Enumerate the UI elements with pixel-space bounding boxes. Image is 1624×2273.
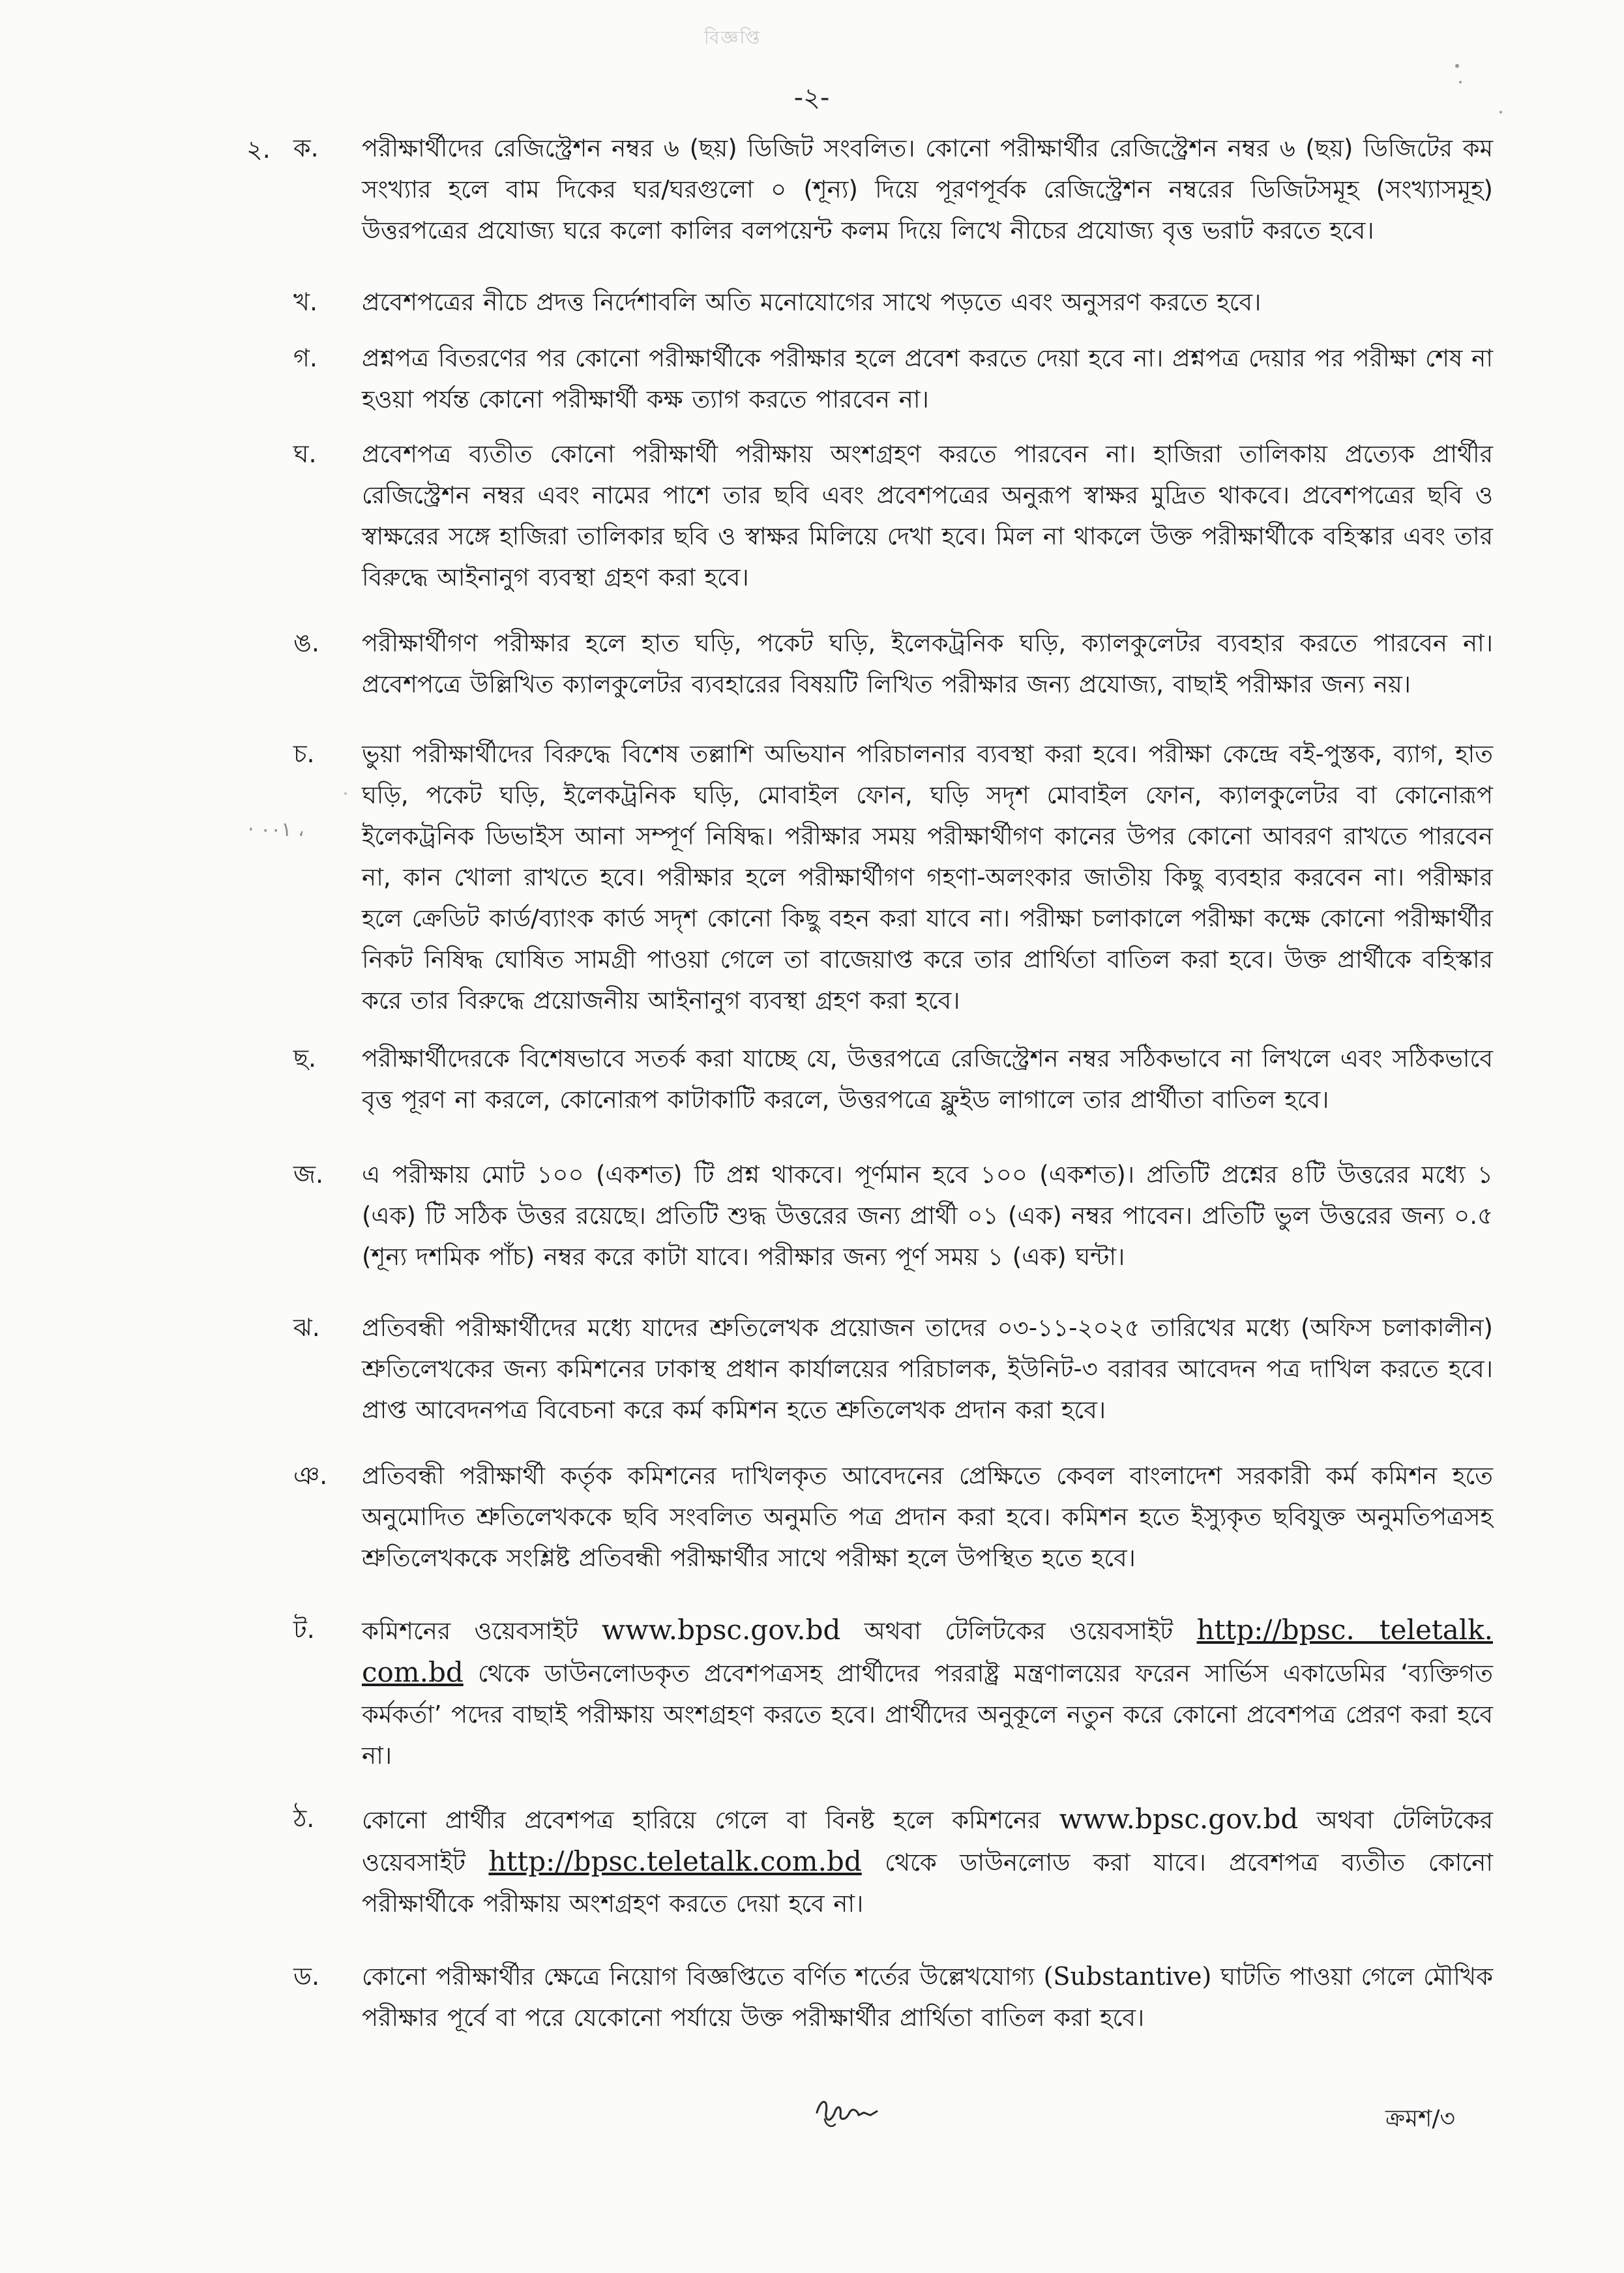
item-label: ড. — [293, 1962, 320, 1991]
instruction-item — [293, 623, 1493, 705]
item-label: ক. — [293, 134, 319, 162]
instruction-item — [293, 1798, 1493, 1924]
instruction-item — [293, 1154, 1493, 1277]
item-label: খ. — [293, 288, 318, 316]
item-text: প্রশ্নপত্র বিতরণের পর কোনো পরীক্ষার্থীকে পরীক্ষার হলে প্রবেশ করতে দেয়া হবে না। প্রশ্নপত্র দেয়ার পর পরীক্ষা শেষ না হওয়া পর্যন্ত কোনো পরীক্ষার্থী কক্ষ ত্যাগ করতে পারবেন না। — [362, 344, 1493, 413]
item-label: ঝ. — [293, 1313, 320, 1342]
item-text: প্রবেশপত্র ব্যতীত কোনো পরীক্ষার্থী পরীক্ষায় অংশগ্রহণ করতে পারবেন না। হাজিরা তালিকায় প্রত্যেক প্রার্থীর রেজিস্ট্রেশন নম্বর এবং নামের পাশে তার ছবি এবং প্রবেশপত্রের অনুরূপ স্বাক্ষর মুদ্রিত থাকবে। প্রবেশপত্রের ছবি ও স্বাক্ষরের সঙ্গে হাজিরা তালিকার ছবি ও স্বাক্ষর মিলিয়ে দেখা হবে। মিল না থাকলে উক্ত পরীক্ষার্থীকে বহিস্কার এবং তার বিরুদ্ধে আইনানুগ ব্যবস্থা গ্রহণ করা হবে। — [362, 440, 1493, 591]
item-text: প্রতিবন্ধী পরীক্ষার্থী কর্তৃক কমিশনের দাখিলকৃত আবেদনের প্রেক্ষিতে কেবল বাংলাদেশ সরকারী কর্ম কমিশন হতে অনুমোদিত শ্রুতিলেখককে ছবি সংবলিত অনুমতি পত্র প্রদান করা হবে। কমিশন হতে ইস্যুকৃত ছবিযুক্ত অনুমতিপত্রসহ শ্রুতিলেখককে সংশ্লিষ্ট প্রতিবন্ধী পরীক্ষার্থীর সাথে পরীক্ষা হলে উপস্থিত হতে হবে। — [362, 1462, 1493, 1572]
item-label: চ. — [293, 739, 315, 768]
instruction-item — [293, 1038, 1493, 1120]
instruction-item — [293, 434, 1493, 598]
margin-scribble: · ۰۰۱ ، — [248, 818, 304, 841]
text-run: থেকে ডাউনলোড করা যাবে। প্রবেশপত্র ব্যতীত কোনো পরীক্ষার্থীকে পরীক্ষায় অংশগ্রহণ করতে দেয়া হবে না। — [362, 1849, 1493, 1918]
item-text: প্রবেশপত্রের নীচে প্রদত্ত নির্দেশাবলি অতি মনোযোগের সাথে পড়তে এবং অনুসরণ করতে হবে। — [362, 288, 1262, 316]
instruction-item — [293, 282, 1493, 323]
item-text — [362, 1798, 1493, 1924]
item-label: ঞ. — [293, 1461, 328, 1490]
text-run: কোনো প্রার্থীর প্রবেশপত্র হারিয়ে গেলে বা বিনষ্ট হলে কমিশনের — [362, 1806, 1059, 1834]
item-text: পরীক্ষার্থীগণ পরীক্ষার হলে হাত ঘড়ি, পকেট ঘড়ি, ইলেকট্রনিক ঘড়ি, ক্যালকুলেটর ব্যবহার করতে পারবেন না। প্রবেশপত্রে উল্লিখিত ক্যালকুলেটর ব্যবহারের বিষয়টি লিখিত পরীক্ষার জন্য প্রযোজ্য, বাছাই পরীক্ষার জন্য নয়। — [362, 629, 1493, 698]
item-label: ছ. — [293, 1044, 317, 1073]
substantive-term: (Substantive) — [1043, 1962, 1212, 1991]
instruction-item — [293, 1307, 1493, 1431]
instruction-item — [293, 734, 1493, 1021]
text-run: অথবা টেলিটকের ওয়েবসাইট — [362, 1806, 1493, 1877]
website-link[interactable]: www.bpsc.gov.bd — [1059, 1803, 1299, 1835]
scan-speck — [1455, 64, 1459, 68]
item-text — [362, 1956, 1493, 2038]
text-run: ঘাটতি পাওয়া গেলে মৌখিক পরীক্ষার পূর্বে বা পরে যেকোনো পর্যায়ে উক্ত পরীক্ষার্থীর প্রার্থিতা বাতিল করা হবে। — [362, 1963, 1493, 2032]
item-text: ভুয়া পরীক্ষার্থীদের বিরুদ্ধে বিশেষ তল্লাশি অভিযান পরিচালনার ব্যবস্থা করা হবে। পরীক্ষা কেন্দ্রে বই-পুস্তক, ব্যাগ, হাত ঘড়ি, পকেট ঘড়ি, ইলেকট্রনিক ঘড়ি, মোবাইল ফোন, ঘড়ি সদৃশ মোবাইল ফোন, ক্যালকুলেটর বা কোনোরূপ ইলেকট্রনিক ডিভাইস আনা সম্পূর্ণ নিষিদ্ধ। পরীক্ষার সময় পরীক্ষার্থীগণ কানের উপর কোনো আবরণ রাখতে পারবেন না, কান খোলা রাখতে হবে। পরীক্ষার হলে পরীক্ষার্থীগণ গহণা-অলংকার জাতীয় কিছু ব্যবহার করবেন না। পরীক্ষার হলে ক্রেডিট কার্ড/ব্যাংক কার্ড সদৃশ কোনো কিছু বহন করা যাবে না। পরীক্ষা চলাকালে পরীক্ষা কক্ষে কোনো পরীক্ষার্থীর নিকট নিষিদ্ধ ঘোষিত সামগ্রী পাওয়া গেলে তা বাজেয়াপ্ত করে তার প্রার্থিতা বাতিল করা হবে। উক্ত প্রার্থীকে বহিস্কার করে তার বিরুদ্ধে প্রয়োজনীয় আইনানুগ ব্যবস্থা গ্রহণ করা হবে। — [362, 740, 1493, 1015]
item-label: ট. — [293, 1615, 315, 1644]
signature-icon — [812, 2093, 883, 2132]
item-text: পরীক্ষার্থীদের রেজিস্ট্রেশন নম্বর ৬ (ছয়) ডিজিট সংবলিত। কোনো পরীক্ষার্থীর রেজিস্ট্রেশন নম্বর ৬ (ছয়) ডিজিটের কম সংখ্যার হলে বাম দিকের ঘর/ঘরগুলো ০ (শূন্য) দিয়ে পূরণপূর্বক রেজিস্ট্রেশন নম্বরের ডিজিটসমূহ (সংখ্যাসমূহ) উত্তরপত্রের প্রযোজ্য ঘরে কলো কালির বলপয়েন্ট কলম দিয়ে লিখে নীচের প্রযোজ্য বৃত্ত ভরাট করতে হবে। — [362, 134, 1493, 245]
page-number: -২- — [793, 83, 830, 113]
text-run: থেকে ডাউনলোডকৃত প্রবেশপত্রসহ প্রার্থীদের পররাষ্ট্র মন্ত্রণালয়ের ফরেন সার্ভিস একাডেমির ‘ব্যক্তিগত কর্মকর্তা’ পদের বাছাই পরীক্ষায় অংশগ্রহণ করতে হবে। প্রার্থীদের অনুকূলে নতুন করে কোনো প্রবেশপত্র প্রেরণ করা হবে না। — [362, 1659, 1493, 1770]
item-label: ঙ. — [293, 629, 319, 657]
item-label: ঘ. — [293, 439, 317, 468]
instruction-item — [293, 1609, 1493, 1776]
instruction-item — [293, 128, 1493, 251]
continuation-note: ক্রমশ/৩ — [1385, 2105, 1455, 2132]
teletalk-link[interactable]: http://bpsc.teletalk.com.bd — [488, 1845, 862, 1877]
item-label: ঠ. — [293, 1804, 315, 1833]
item-text — [362, 1609, 1493, 1776]
instruction-item — [293, 1956, 1493, 2038]
item-text: পরীক্ষার্থীদেরকে বিশেষভাবে সতর্ক করা যাচ্ছে যে, উত্তরপত্রে রেজিস্ট্রেশন নম্বর সঠিকভাবে না লিখলে এবং সঠিকভাবে বৃত্ত পূরণ না করলে, কোনোরূপ কাটাকাটি করলে, উত্তরপত্রে ফ্লুইড লাগালে তার প্রার্থীতা বাতিল হবে। — [362, 1045, 1493, 1114]
item-text: প্রতিবন্ধী পরীক্ষার্থীদের মধ্যে যাদের শ্রুতিলেখক প্রয়োজন তাদের ০৩-১১-২০২৫ তারিখের মধ্যে (অফিস চলাকালীন) শ্রুতিলেখকের জন্য কমিশনের ঢাকাস্থ প্রধান কার্যালয়ের পরিচালক, ইউনিট-৩ বরাবর আবেদন পত্র দাখিল করতে হবে। প্রাপ্ত আবেদনপত্র বিবেচনা করে কর্ম কমিশন হতে শ্রুতিলেখক প্রদান করা হবে। — [362, 1314, 1493, 1424]
text-run: অথবা টেলিটকের ওয়েবসাইট — [840, 1617, 1197, 1645]
text-run: কমিশনের ওয়েবসাইট — [362, 1617, 602, 1645]
text-run: কোনো পরীক্ষার্থীর ক্ষেত্রে নিয়োগ বিজ্ঞপ্তিতে বর্ণিত শর্তের উল্লেখযোগ্য — [362, 1963, 1044, 1991]
section-number: ২. — [246, 135, 271, 164]
item-text: এ পরীক্ষায় মোট ১০০ (একশত) টি প্রশ্ন থাকবে। পূর্ণমান হবে ১০০ (একশত)। প্রতিটি প্রশ্নের ৪টি উত্তরের মধ্যে ১ (এক) টি সঠিক উত্তর রয়েছে। প্রতিটি শুদ্ধ উত্তরের জন্য প্রার্থী ০১ (এক) নম্বর পাবেন। প্রতিটি ভুল উত্তরের জন্য ০.৫ (শূন্য দশমিক পাঁচ) নম্বর করে কাটা যাবে। পরীক্ষার জন্য পূর্ণ সময় ১ (এক) ঘন্টা। — [362, 1161, 1493, 1271]
instruction-item — [293, 338, 1493, 420]
scan-speck — [1499, 111, 1502, 113]
item-label: গ. — [293, 344, 317, 372]
scan-speck — [1459, 81, 1462, 83]
faint-header-text: বিজ্ঞপ্তি — [704, 27, 761, 48]
instruction-item — [293, 1455, 1493, 1579]
item-label: জ. — [293, 1160, 324, 1189]
teletalk-link[interactable]: http://bpsc. teletalk. com.bd — [362, 1614, 1493, 1688]
website-link[interactable]: www.bpsc.gov.bd — [601, 1614, 841, 1646]
